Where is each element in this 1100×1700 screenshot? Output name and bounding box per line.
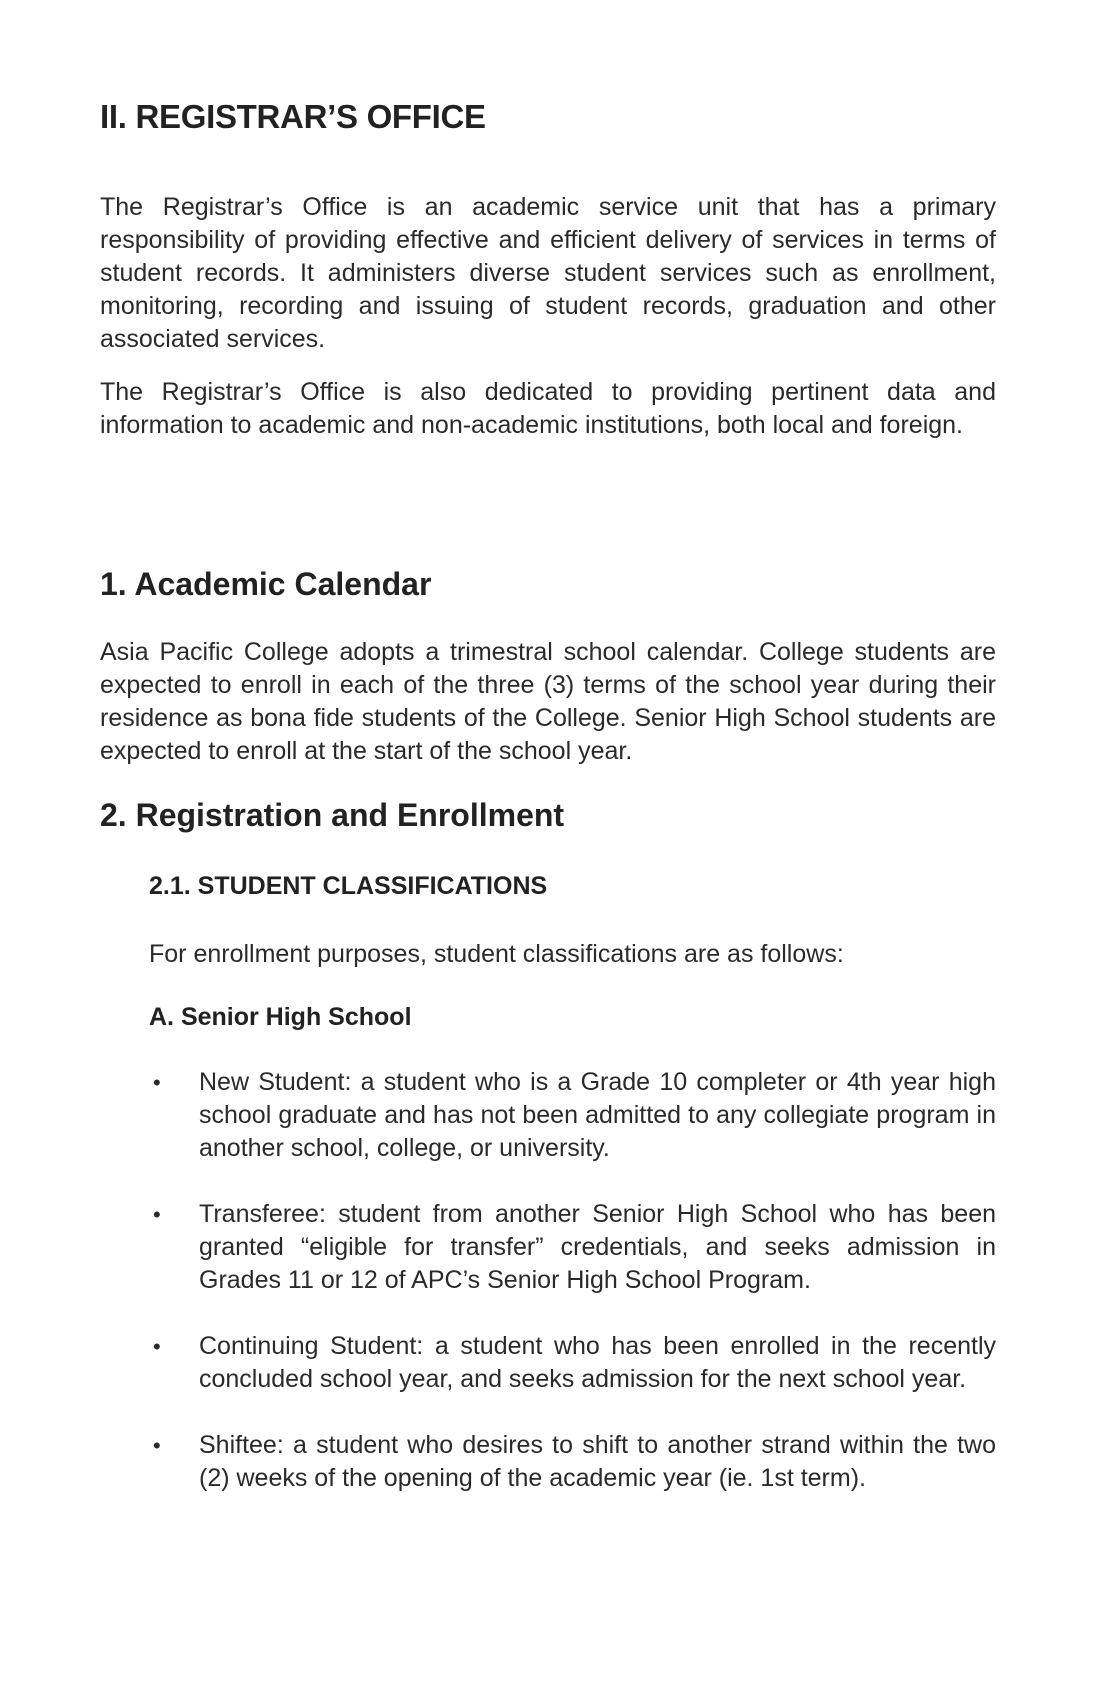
student-classifications-heading: 2.1. STUDENT CLASSIFICATIONS bbox=[149, 872, 548, 900]
section-title: II. REGISTRAR’S OFFICE bbox=[100, 98, 486, 135]
list-item-transferee bbox=[149, 1198, 996, 1297]
bullet-icon: • bbox=[153, 1202, 161, 1227]
academic-calendar-text: Asia Pacific College adopts a trimestral school calendar. College students are expected to enroll in each of the three (3) terms of the school year during their residence as bona fide students of the College. Senior High School students are expected to enroll at the start of the school year. bbox=[100, 638, 996, 765]
senior-high-heading: A. Senior High School bbox=[149, 1003, 412, 1031]
list-item-text: Continuing Student: a student who has been enrolled in the recently concluded school year, and seeks admission for the next school year. bbox=[199, 1332, 996, 1393]
classifications-intro: For enrollment purposes, student classifications are as follows: bbox=[149, 940, 844, 968]
academic-calendar-heading: 1. Academic Calendar bbox=[100, 566, 432, 602]
list-item-text: New Student: a student who is a Grade 10 completer or 4th year high school graduate and has not been admitted to any collegiate program in another school, college, or university. bbox=[199, 1068, 996, 1162]
bullet-icon: • bbox=[153, 1334, 161, 1359]
registration-heading: 2. Registration and Enrollment bbox=[100, 797, 565, 833]
list-item-shiftee bbox=[149, 1429, 996, 1495]
list-item-text: Transferee: student from another Senior High School who has been granted “eligible for transfer” credentials, and seeks admission in Grades 11 or 12 of APC’s Senior High School Program. bbox=[199, 1200, 996, 1294]
bullet-icon: • bbox=[153, 1433, 161, 1458]
intro-paragraph-1: The Registrar’s Office is an academic service unit that has a primary responsibility of providing effective and efficient delivery of services in terms of student records. It administers diverse student services such as enrollment, monitoring, recording and issuing of student records, graduation and other associated services. bbox=[100, 193, 996, 353]
bullet-icon: • bbox=[153, 1070, 161, 1095]
list-item-continuing-student bbox=[149, 1330, 996, 1396]
intro-paragraph-2: The Registrar’s Office is also dedicated to providing pertinent data and information to academic and non-academic institutions, both local and foreign. bbox=[100, 378, 996, 439]
list-item-new-student bbox=[149, 1066, 996, 1165]
classification-list bbox=[149, 1066, 996, 1528]
list-item-text: Shiftee: a student who desires to shift to another strand within the two (2) weeks of the opening of the academic year (ie. 1st term). bbox=[199, 1431, 996, 1492]
